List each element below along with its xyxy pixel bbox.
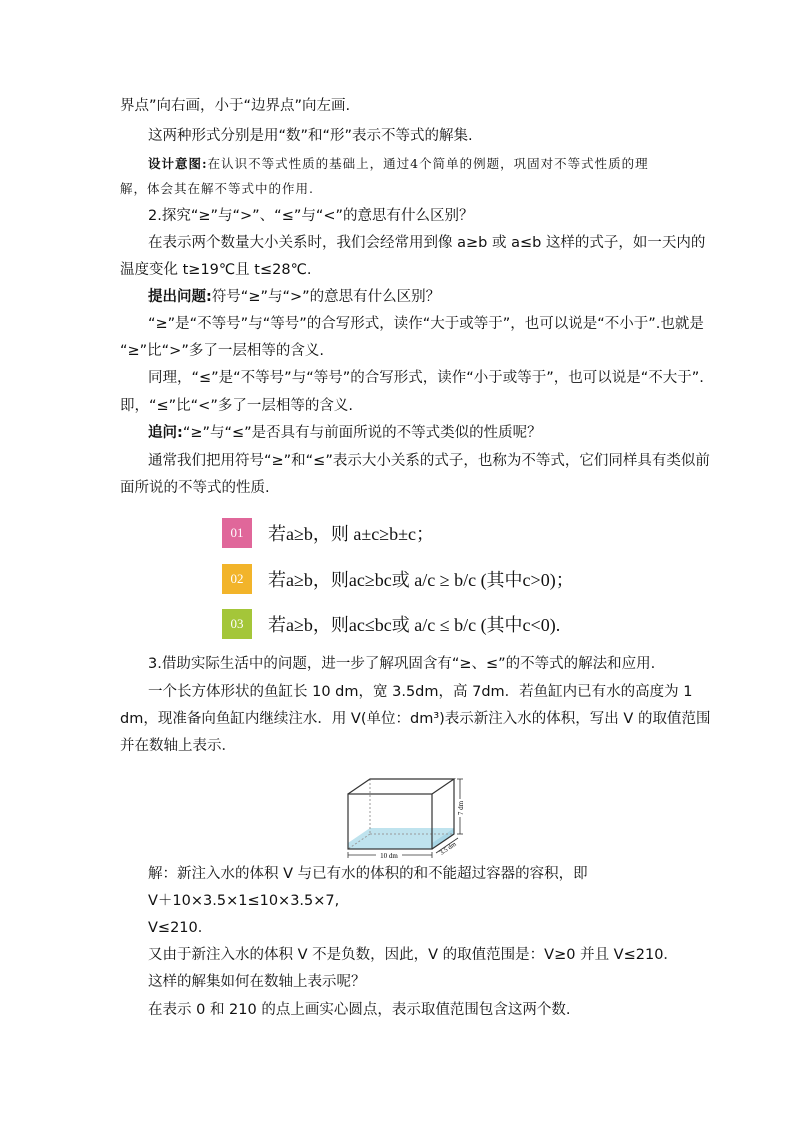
- paragraph: 在表示两个数量大小关系时，我们会经常用到像 a≥b 或 a≤b 这样的式子，如一天内的: [148, 235, 706, 251]
- section-heading: 3.借助实际生活中的问题，进一步了解巩固含有“≥、≤”的不等式的解法和应用.: [148, 656, 656, 672]
- paragraph: dm，现准备向鱼缸内继续注水．用 V(单位：dm³)表示新注入水的体积，写出 V 的取值范围: [120, 711, 711, 727]
- paragraph: 即，“≤”比“<”多了一层相等的含义.: [120, 398, 353, 414]
- paragraph: 并在数轴上表示．: [120, 738, 236, 754]
- follow-up-text: “≥”与“≤”是否具有与前面所说的不等式类似的性质呢？: [182, 425, 542, 441]
- paragraph: 温度变化 t≥19℃且 t≤28℃.: [120, 262, 312, 278]
- follow-up-label: 追问:: [148, 425, 183, 441]
- follow-up-line: [148, 423, 542, 443]
- design-intent-text: 在认识不等式性质的基础上，通过4个简单的例题，巩固对不等式性质的理: [207, 156, 649, 171]
- property-row-1: [222, 518, 434, 548]
- property-badge: 01: [222, 518, 252, 548]
- tank-top-edges: [348, 779, 454, 794]
- design-intent-label: 设计意图:: [148, 156, 208, 171]
- paragraph: 解，体会其在解不等式中的作用.: [120, 181, 314, 196]
- property-badge: 02: [222, 564, 252, 594]
- raise-question-label: 提出问题:: [148, 289, 212, 305]
- water-front: [348, 843, 432, 849]
- property-row-2: [222, 564, 574, 594]
- width-label: 3.5 dm: [438, 840, 458, 857]
- equation: V≤210．: [148, 920, 213, 936]
- paragraph: 这样的解集如何在数轴上表示呢？: [148, 974, 366, 990]
- property-row-3: [222, 609, 560, 639]
- fish-tank-figure: [340, 771, 470, 861]
- property-text: 若a≥b，则ac≤bc或 a/c ≤ b/c (其中c<0).: [268, 615, 561, 635]
- paragraph: “≥”是“不等号”与“等号”的合写形式，读作“大于或等于”，也可以说是“不小于”.也就是: [148, 316, 704, 332]
- property-badge: 03: [222, 609, 252, 639]
- design-intent-line: [148, 154, 649, 174]
- property-text: 若a≥b，则 a±c≥b±c；: [268, 524, 434, 544]
- length-label: 10 dm: [380, 852, 398, 860]
- paragraph: 在表示 0 和 210 的点上画实心圆点，表示取值范围包含这两个数.: [148, 1002, 571, 1018]
- height-label: 7 dm: [457, 800, 465, 816]
- raise-question-text: 符号“≥”与“>”的意思有什么区别？: [211, 289, 441, 305]
- section-heading: 2.探究“≥”与“>”、“≤”与“<”的意思有什么区别？: [148, 208, 474, 224]
- paragraph: 又由于新注入水的体积 V 不是负数，因此，V 的取值范围是：V≥0 并且 V≤210．: [148, 947, 678, 963]
- raise-question-line: [148, 287, 440, 307]
- paragraph: “≥”比“>”多了一层相等的含义.: [120, 343, 324, 359]
- paragraph: 面所说的不等式的性质.: [120, 480, 270, 496]
- paragraph: 同理，“≤”是“不等号”与“等号”的合写形式，读作“小于或等于”，也可以说是“不大于”.: [148, 370, 704, 386]
- property-text: 若a≥b，则ac≥bc或 a/c ≥ b/c (其中c>0)；: [268, 570, 574, 590]
- equation: V＋10×3.5×1≤10×3.5×7,: [148, 893, 340, 909]
- paragraph: 这两种形式分别是用“数”和“形”表示不等式的解集.: [148, 128, 473, 144]
- paragraph: 一个长方体形状的鱼缸长 10 dm，宽 3.5dm，高 7dm．若鱼缸内已有水的高度为 1: [148, 684, 693, 700]
- paragraph: 解：新注入水的体积 V 与已有水的体积的和不能超过容器的容积，即: [148, 866, 588, 882]
- paragraph: 通常我们把用符号“≥”和“≤”表示大小关系的式子，也称为不等式，它们同样具有类似前: [148, 453, 710, 469]
- paragraph: 界点”向右画，小于“边界点”向左画.: [120, 98, 351, 114]
